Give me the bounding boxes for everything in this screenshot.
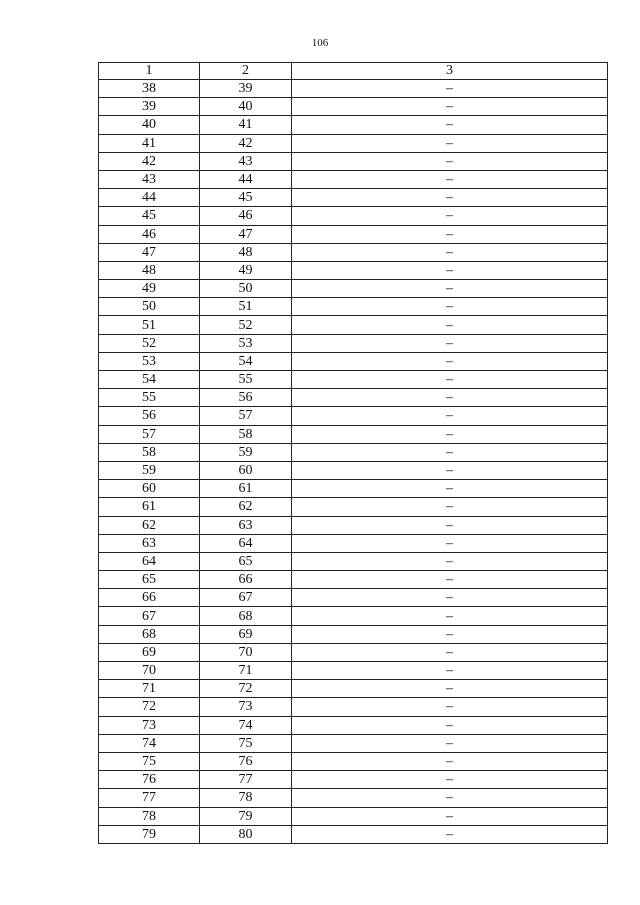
table-cell-col-1: 76 xyxy=(99,771,200,789)
table-row xyxy=(99,207,608,225)
table-cell-col-3: – xyxy=(292,825,608,843)
table-cell-col-2: 60 xyxy=(200,461,292,479)
table-row xyxy=(99,716,608,734)
table-cell-col-3: – xyxy=(292,334,608,352)
table-cell-col-2: 72 xyxy=(200,680,292,698)
table-cell-col-3: – xyxy=(292,552,608,570)
table-cell-col-1: 65 xyxy=(99,571,200,589)
table-cell-col-1: 42 xyxy=(99,152,200,170)
table-row xyxy=(99,752,608,770)
table-cell-col-3: – xyxy=(292,389,608,407)
table-cell-col-2: 55 xyxy=(200,371,292,389)
table-cell-col-2: 54 xyxy=(200,352,292,370)
table-cell-col-1: 71 xyxy=(99,680,200,698)
table-row xyxy=(99,225,608,243)
column-header-2: 2 xyxy=(200,63,292,80)
table-cell-col-3: – xyxy=(292,662,608,680)
table-row xyxy=(99,534,608,552)
table-cell-col-2: 67 xyxy=(200,589,292,607)
table-row xyxy=(99,771,608,789)
table-row xyxy=(99,734,608,752)
table-row xyxy=(99,371,608,389)
table-cell-col-3: – xyxy=(292,261,608,279)
table-cell-col-2: 58 xyxy=(200,425,292,443)
table-row xyxy=(99,80,608,98)
table-cell-col-2: 71 xyxy=(200,662,292,680)
table-cell-col-3: – xyxy=(292,189,608,207)
table-cell-col-2: 39 xyxy=(200,80,292,98)
table-cell-col-2: 57 xyxy=(200,407,292,425)
table-row xyxy=(99,98,608,116)
table-cell-col-3: – xyxy=(292,516,608,534)
table-cell-col-1: 55 xyxy=(99,389,200,407)
table-cell-col-2: 79 xyxy=(200,807,292,825)
table-row xyxy=(99,643,608,661)
table-cell-col-1: 72 xyxy=(99,698,200,716)
data-table xyxy=(98,62,608,844)
table-row xyxy=(99,516,608,534)
table-row xyxy=(99,116,608,134)
table-cell-col-3: – xyxy=(292,298,608,316)
table-cell-col-3: – xyxy=(292,407,608,425)
header-row xyxy=(99,63,608,80)
table-row xyxy=(99,625,608,643)
table-row xyxy=(99,698,608,716)
table-cell-col-2: 53 xyxy=(200,334,292,352)
table-cell-col-3: – xyxy=(292,480,608,498)
table-row xyxy=(99,789,608,807)
table-row xyxy=(99,261,608,279)
table-cell-col-3: – xyxy=(292,643,608,661)
table-cell-col-1: 51 xyxy=(99,316,200,334)
table-cell-col-3: – xyxy=(292,98,608,116)
table-cell-col-2: 73 xyxy=(200,698,292,716)
table-cell-col-3: – xyxy=(292,498,608,516)
table-row xyxy=(99,134,608,152)
table-cell-col-1: 61 xyxy=(99,498,200,516)
table-cell-col-2: 42 xyxy=(200,134,292,152)
table-header xyxy=(99,63,608,80)
table-row xyxy=(99,425,608,443)
page-number: 106 xyxy=(311,37,329,49)
table-cell-col-1: 50 xyxy=(99,298,200,316)
table-cell-col-1: 53 xyxy=(99,352,200,370)
table-cell-col-3: – xyxy=(292,789,608,807)
table-cell-col-1: 75 xyxy=(99,752,200,770)
table-cell-col-2: 43 xyxy=(200,152,292,170)
table-cell-col-1: 39 xyxy=(99,98,200,116)
table-cell-col-1: 54 xyxy=(99,371,200,389)
table-cell-col-2: 62 xyxy=(200,498,292,516)
table-cell-col-1: 43 xyxy=(99,170,200,188)
table-cell-col-1: 49 xyxy=(99,280,200,298)
table-row xyxy=(99,189,608,207)
table-cell-col-1: 52 xyxy=(99,334,200,352)
table-cell-col-1: 64 xyxy=(99,552,200,570)
table-row xyxy=(99,825,608,843)
table-cell-col-2: 66 xyxy=(200,571,292,589)
table-cell-col-2: 69 xyxy=(200,625,292,643)
table-cell-col-3: – xyxy=(292,352,608,370)
table-cell-col-2: 50 xyxy=(200,280,292,298)
table-cell-col-3: – xyxy=(292,807,608,825)
table-cell-col-1: 79 xyxy=(99,825,200,843)
table-row xyxy=(99,170,608,188)
table-cell-col-1: 69 xyxy=(99,643,200,661)
table-cell-col-1: 68 xyxy=(99,625,200,643)
column-header-3: 3 xyxy=(292,63,608,80)
table-cell-col-2: 51 xyxy=(200,298,292,316)
table-cell-col-1: 41 xyxy=(99,134,200,152)
table-cell-col-2: 47 xyxy=(200,225,292,243)
table-cell-col-1: 63 xyxy=(99,534,200,552)
table-cell-col-2: 70 xyxy=(200,643,292,661)
table-cell-col-3: – xyxy=(292,134,608,152)
table-cell-col-2: 77 xyxy=(200,771,292,789)
table-cell-col-1: 73 xyxy=(99,716,200,734)
table-cell-col-3: – xyxy=(292,371,608,389)
table-cell-col-3: – xyxy=(292,589,608,607)
table-row xyxy=(99,552,608,570)
table-cell-col-1: 78 xyxy=(99,807,200,825)
table-cell-col-2: 61 xyxy=(200,480,292,498)
table-row xyxy=(99,152,608,170)
table-body xyxy=(99,80,608,844)
table-cell-col-3: – xyxy=(292,170,608,188)
table-cell-col-2: 68 xyxy=(200,607,292,625)
table-cell-col-2: 59 xyxy=(200,443,292,461)
table-row xyxy=(99,680,608,698)
table-cell-col-3: – xyxy=(292,116,608,134)
table-cell-col-2: 49 xyxy=(200,261,292,279)
table-row xyxy=(99,662,608,680)
table-cell-col-2: 78 xyxy=(200,789,292,807)
table-cell-col-3: – xyxy=(292,698,608,716)
table-row xyxy=(99,280,608,298)
table-cell-col-3: – xyxy=(292,680,608,698)
table-row xyxy=(99,571,608,589)
table-cell-col-1: 40 xyxy=(99,116,200,134)
table-cell-col-1: 44 xyxy=(99,189,200,207)
table-cell-col-1: 57 xyxy=(99,425,200,443)
table-cell-col-3: – xyxy=(292,461,608,479)
table-cell-col-1: 77 xyxy=(99,789,200,807)
table-row xyxy=(99,316,608,334)
table-row xyxy=(99,443,608,461)
table-cell-col-1: 62 xyxy=(99,516,200,534)
table-row xyxy=(99,407,608,425)
table-cell-col-2: 65 xyxy=(200,552,292,570)
table-cell-col-2: 64 xyxy=(200,534,292,552)
table-cell-col-1: 60 xyxy=(99,480,200,498)
table-cell-col-2: 41 xyxy=(200,116,292,134)
table-cell-col-3: – xyxy=(292,625,608,643)
table-row xyxy=(99,352,608,370)
table-row xyxy=(99,243,608,261)
table-cell-col-3: – xyxy=(292,571,608,589)
table-cell-col-1: 67 xyxy=(99,607,200,625)
table-cell-col-1: 56 xyxy=(99,407,200,425)
table-cell-col-1: 66 xyxy=(99,589,200,607)
table-cell-col-3: – xyxy=(292,716,608,734)
table-cell-col-3: – xyxy=(292,80,608,98)
table-cell-col-1: 47 xyxy=(99,243,200,261)
table-cell-col-3: – xyxy=(292,771,608,789)
table-cell-col-1: 38 xyxy=(99,80,200,98)
table-cell-col-2: 48 xyxy=(200,243,292,261)
table-cell-col-3: – xyxy=(292,152,608,170)
table-cell-col-2: 80 xyxy=(200,825,292,843)
table-cell-col-1: 59 xyxy=(99,461,200,479)
table-cell-col-3: – xyxy=(292,316,608,334)
table-cell-col-1: 48 xyxy=(99,261,200,279)
table-row xyxy=(99,461,608,479)
table-cell-col-2: 56 xyxy=(200,389,292,407)
table-cell-col-3: – xyxy=(292,607,608,625)
table-row xyxy=(99,589,608,607)
table-cell-col-3: – xyxy=(292,534,608,552)
column-header-1: 1 xyxy=(99,63,200,80)
table-cell-col-3: – xyxy=(292,207,608,225)
table-cell-col-2: 74 xyxy=(200,716,292,734)
table-row xyxy=(99,334,608,352)
table-cell-col-3: – xyxy=(292,752,608,770)
table-row xyxy=(99,607,608,625)
table-cell-col-2: 40 xyxy=(200,98,292,116)
table-cell-col-2: 75 xyxy=(200,734,292,752)
table-cell-col-2: 76 xyxy=(200,752,292,770)
table-row xyxy=(99,389,608,407)
table-cell-col-2: 63 xyxy=(200,516,292,534)
table-row xyxy=(99,480,608,498)
table-cell-col-1: 45 xyxy=(99,207,200,225)
table-cell-col-1: 58 xyxy=(99,443,200,461)
table-cell-col-3: – xyxy=(292,225,608,243)
table-cell-col-3: – xyxy=(292,734,608,752)
table-cell-col-3: – xyxy=(292,280,608,298)
table-cell-col-2: 52 xyxy=(200,316,292,334)
table-cell-col-3: – xyxy=(292,243,608,261)
table-cell-col-2: 45 xyxy=(200,189,292,207)
table-cell-col-3: – xyxy=(292,425,608,443)
table-row xyxy=(99,498,608,516)
table-cell-col-1: 70 xyxy=(99,662,200,680)
table-row xyxy=(99,807,608,825)
table-cell-col-3: – xyxy=(292,443,608,461)
table-cell-col-1: 74 xyxy=(99,734,200,752)
table-cell-col-2: 46 xyxy=(200,207,292,225)
table-row xyxy=(99,298,608,316)
table-cell-col-1: 46 xyxy=(99,225,200,243)
table-cell-col-2: 44 xyxy=(200,170,292,188)
